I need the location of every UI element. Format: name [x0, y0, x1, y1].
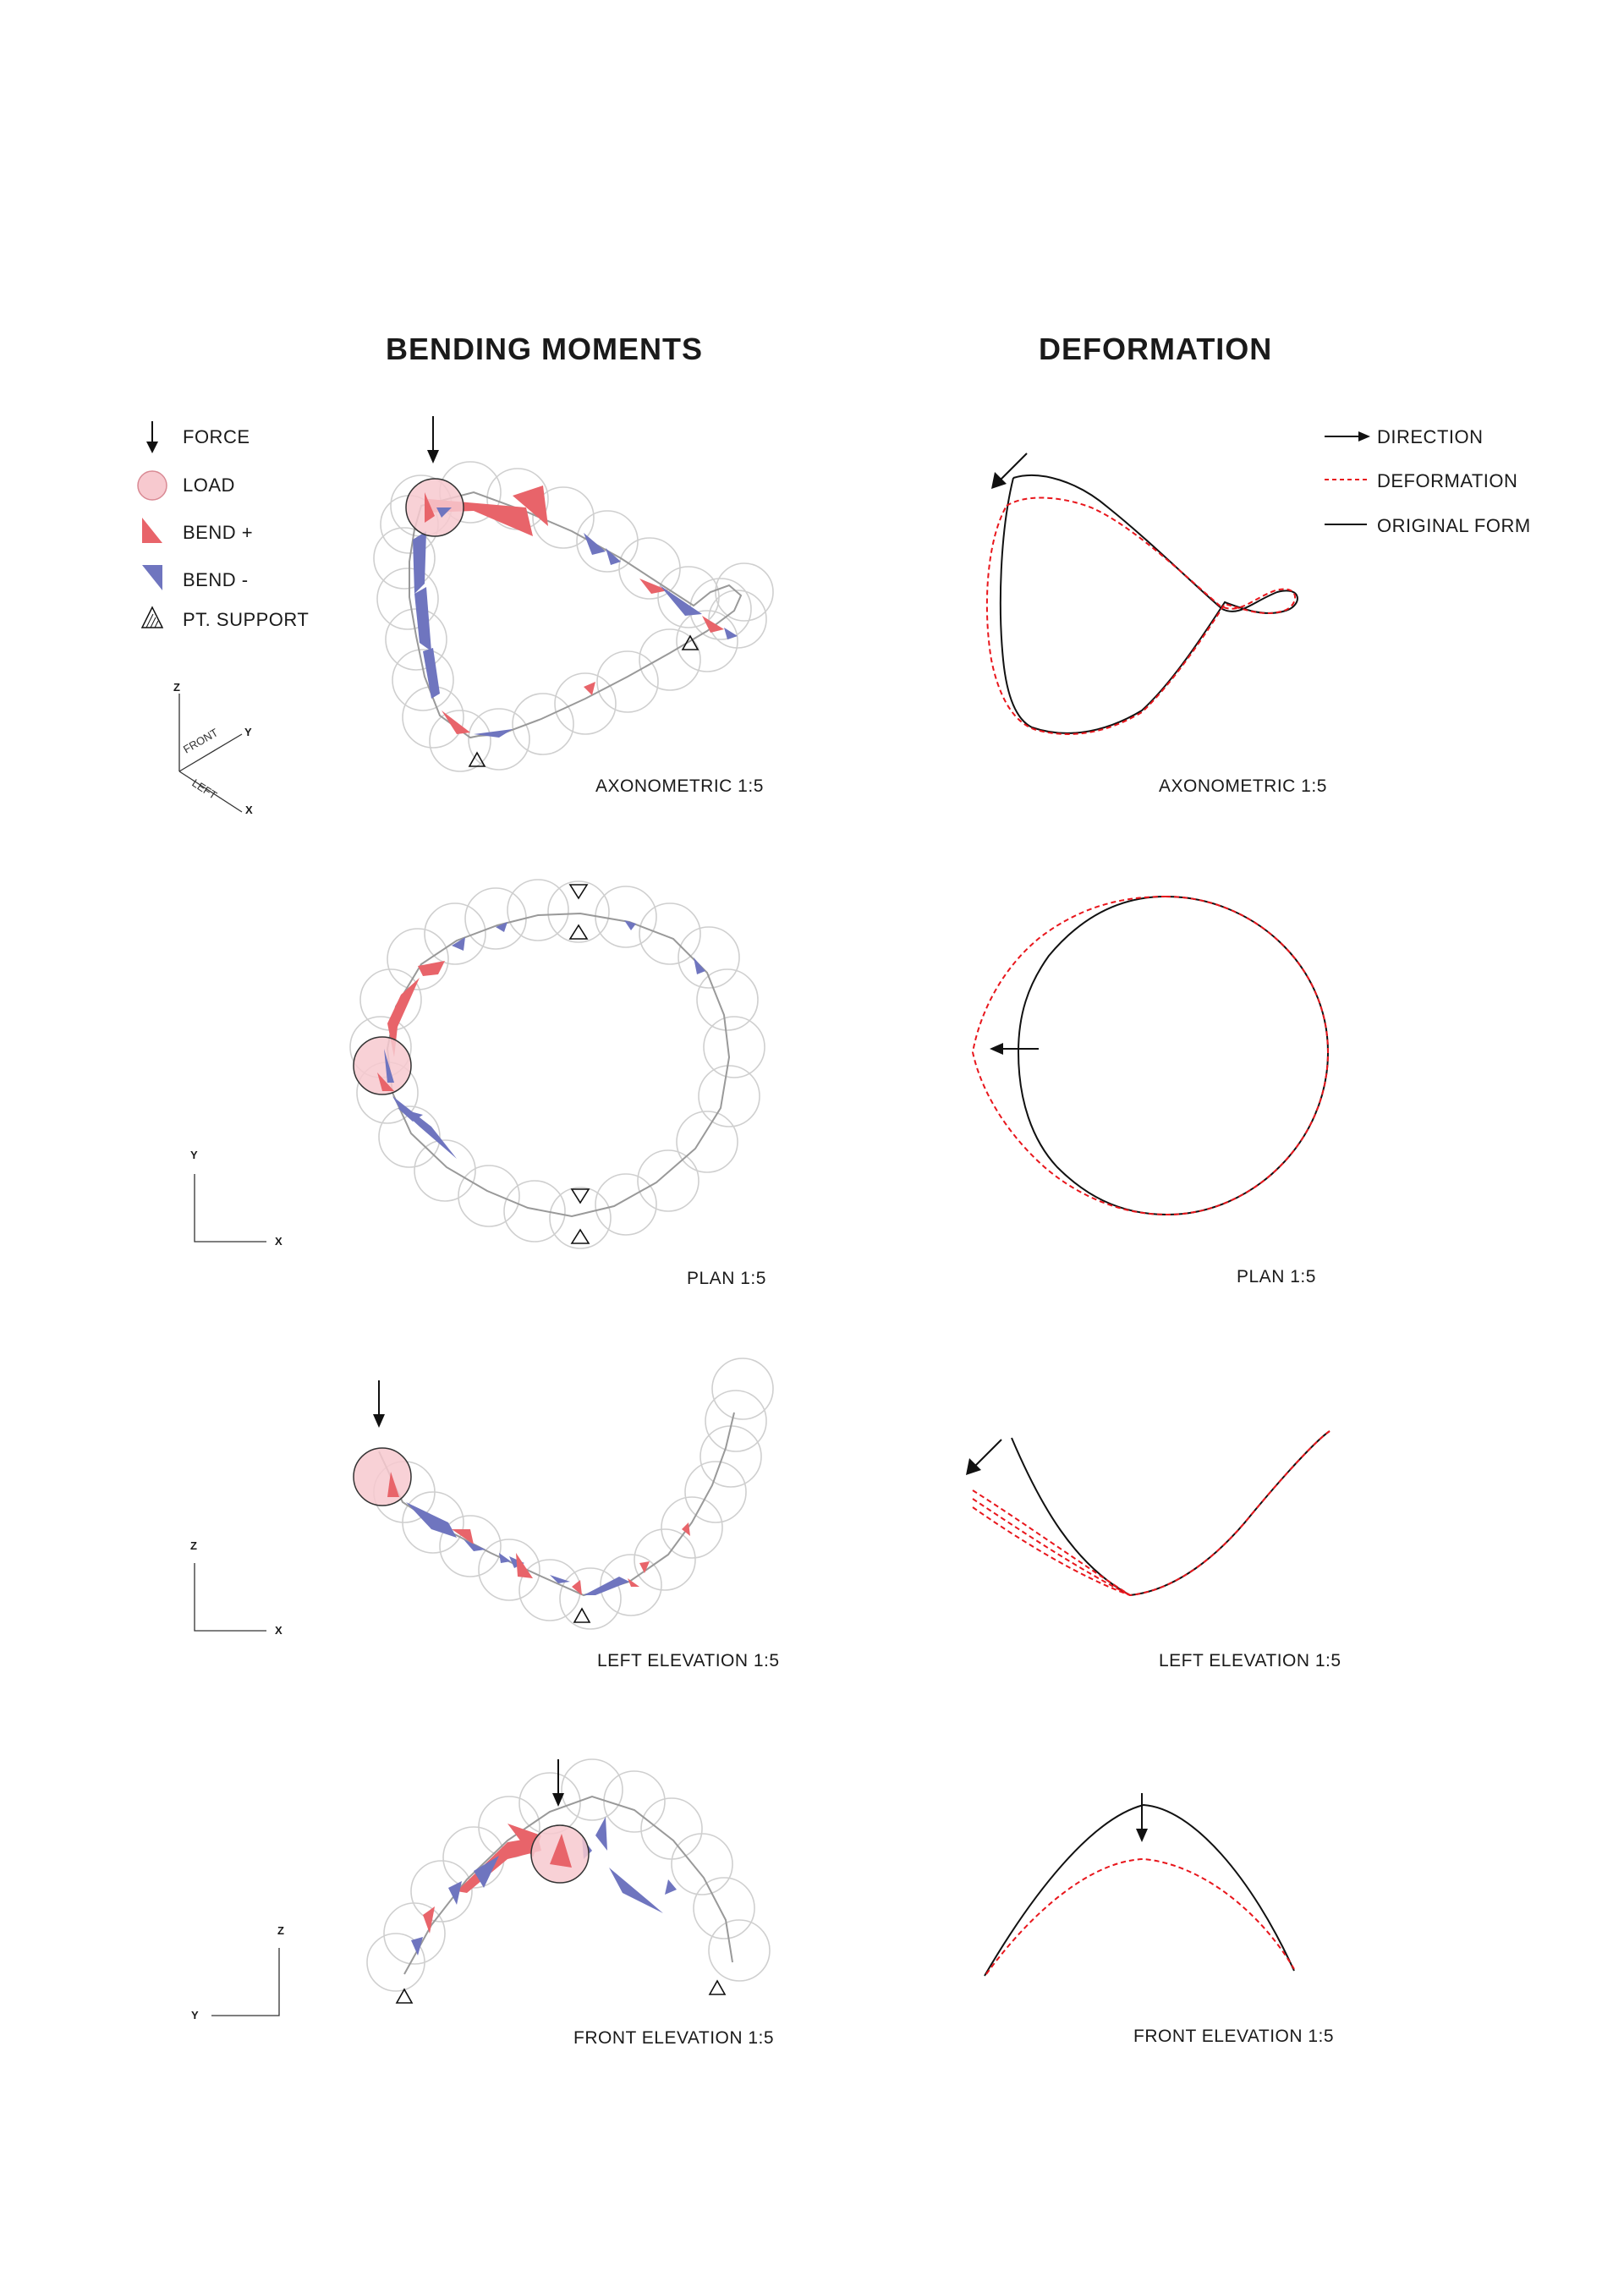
axo-x-label: X — [245, 804, 253, 816]
left-bead-outlines — [374, 1358, 773, 1629]
legend-support-label: PT. SUPPORT — [183, 609, 310, 630]
axo-deformed-form — [987, 497, 1295, 733]
plan-bending-diagram — [350, 880, 765, 1248]
front-deformed-form — [986, 1859, 1294, 1974]
caption-front-bending: FRONT ELEVATION 1:5 — [573, 2028, 775, 2048]
caption-axo-deformation: AXONOMETRIC 1:5 — [1159, 776, 1327, 796]
legend-load-label: LOAD — [183, 475, 235, 496]
axis-left-label: LEFT — [189, 776, 220, 802]
caption-axo-bending: AXONOMETRIC 1:5 — [595, 776, 764, 796]
caption-plan-deformation: PLAN 1:5 — [1237, 1267, 1316, 1286]
legend-deformation-label: DEFORMATION — [1377, 470, 1518, 491]
caption-plan-bending: PLAN 1:5 — [687, 1269, 766, 1288]
axo-original-form — [1001, 475, 1298, 733]
axo-y-label: Y — [244, 726, 252, 738]
left-deformed-form-3 — [973, 1507, 1130, 1595]
heading-bending-moments: BENDING MOMENTS — [386, 332, 703, 366]
caption-front-deformation: FRONT ELEVATION 1:5 — [1133, 2027, 1335, 2046]
front-support-icons — [397, 1981, 725, 2003]
plan-deformed-form — [973, 897, 1328, 1215]
plan-bead-outlines — [350, 880, 765, 1248]
caption-left-deformation: LEFT ELEVATION 1:5 — [1159, 1651, 1341, 1670]
plan-support-icons — [570, 885, 589, 1243]
heading-deformation: DEFORMATION — [1039, 332, 1273, 366]
legend-direction-label: DIRECTION — [1377, 426, 1484, 447]
front-y-label: Y — [191, 2009, 199, 2021]
axo-deformation-diagram — [987, 453, 1298, 734]
axo-direction-arrow-icon — [991, 453, 1027, 489]
left-original-form — [1012, 1431, 1330, 1595]
left-z-label: Z — [190, 1539, 197, 1552]
legend-force-label: FORCE — [183, 426, 250, 447]
plan-deformation-diagram — [973, 897, 1328, 1215]
axo-z-label: Z — [173, 681, 180, 694]
left-support-icons — [574, 1609, 590, 1622]
left-elevation-deformation-diagram — [966, 1431, 1330, 1595]
left-direction-arrow-icon — [966, 1440, 1001, 1475]
legend-original-label: ORIGINAL FORM — [1377, 515, 1531, 536]
legend-bend-neg-label: BEND - — [183, 569, 249, 590]
plan-direction-arrow-icon — [990, 1043, 1039, 1055]
left-deformed-form-1 — [973, 1431, 1330, 1595]
plan-x-label: X — [275, 1235, 283, 1248]
front-direction-arrow-icon — [1136, 1793, 1148, 1842]
plan-y-label: Y — [190, 1149, 198, 1161]
front-elevation-bending-diagram — [367, 1759, 770, 2003]
front-z-label: Z — [277, 1924, 284, 1937]
axo-force-arrow-icon — [427, 416, 439, 464]
front-elevation-deformation-diagram — [985, 1793, 1294, 1976]
axo-bending-diagram — [374, 416, 773, 771]
axis-front-label: FRONT — [181, 726, 221, 756]
left-force-arrow-icon — [373, 1380, 385, 1428]
left-x-label: X — [275, 1624, 283, 1637]
legend-bend-pos-label: BEND + — [183, 522, 254, 543]
left-load-icon — [354, 1448, 411, 1506]
axo-load-icon — [406, 479, 464, 536]
caption-left-bending: LEFT ELEVATION 1:5 — [597, 1651, 780, 1670]
left-elevation-bending-diagram — [354, 1358, 773, 1629]
